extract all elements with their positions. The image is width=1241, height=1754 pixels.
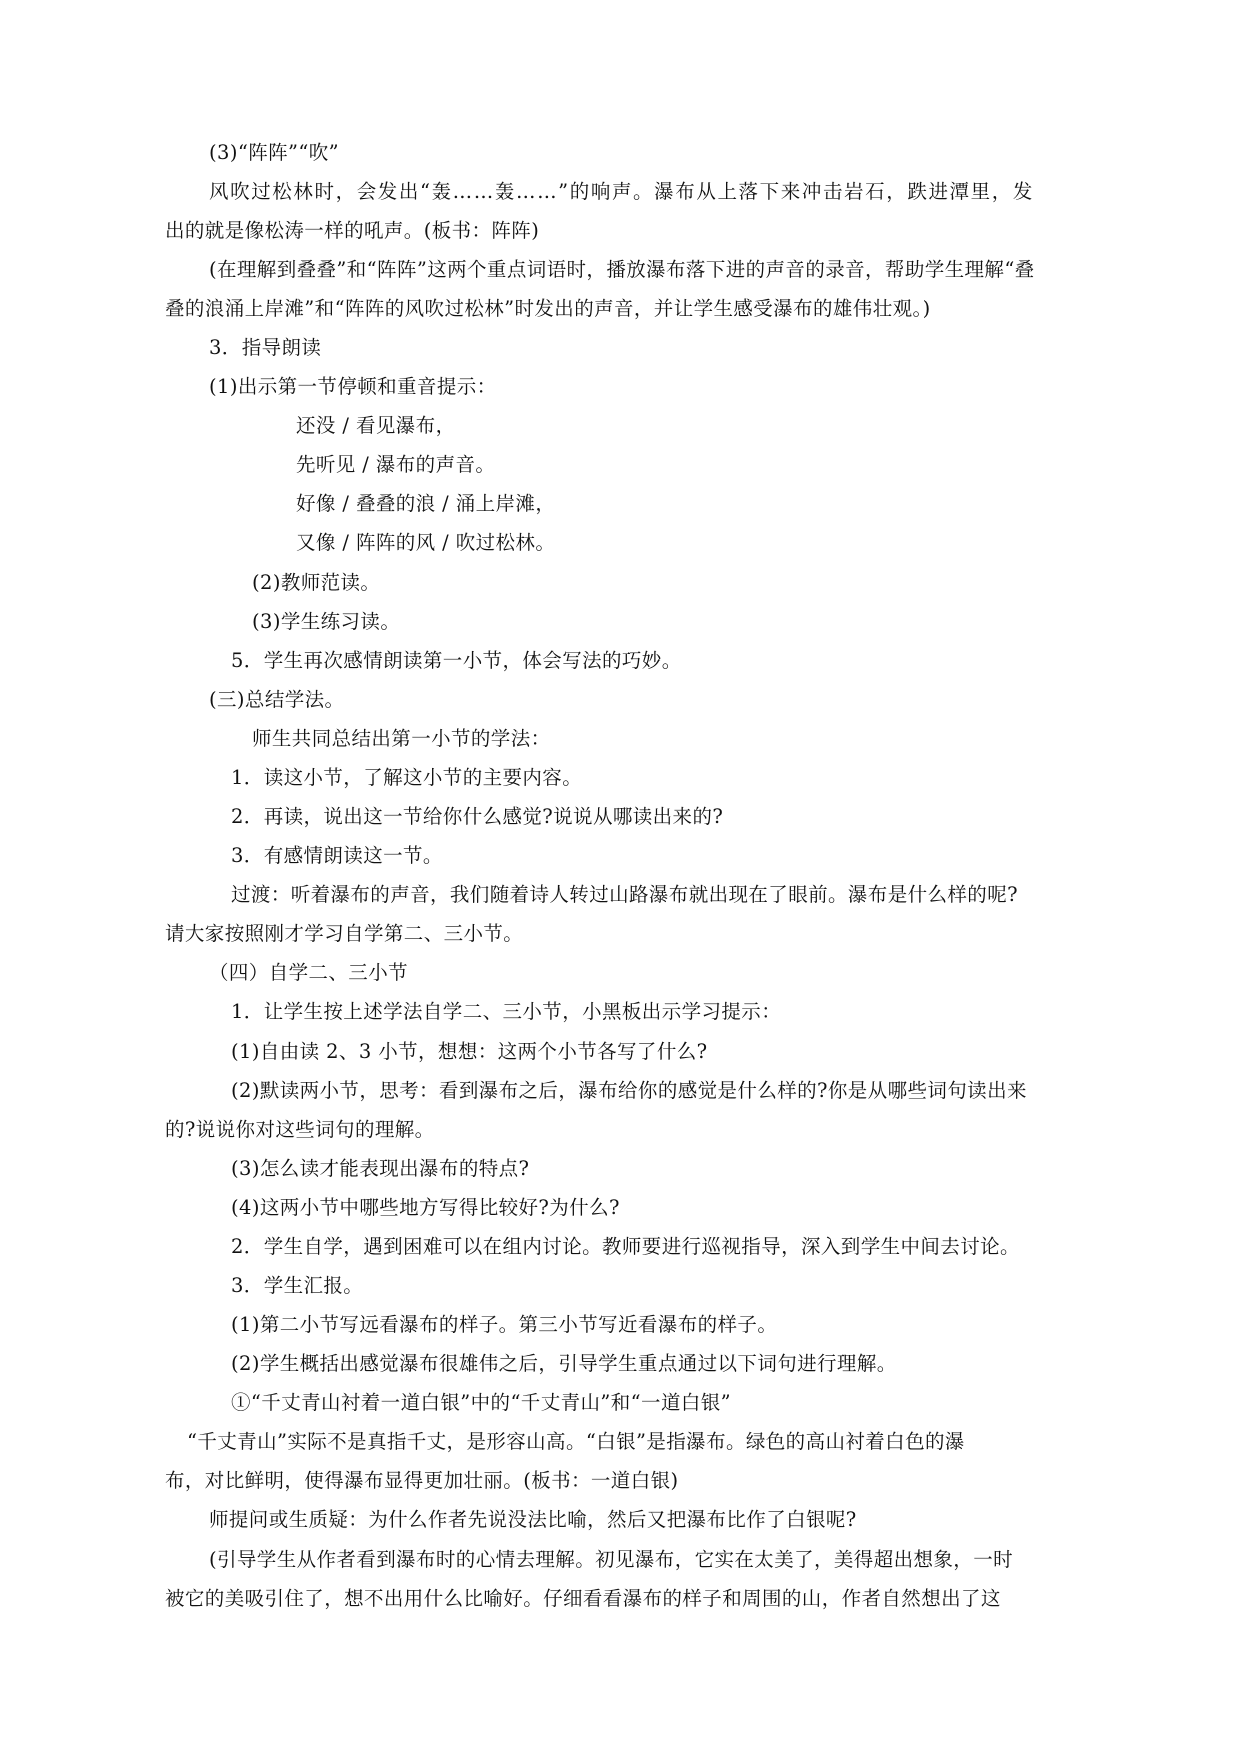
- text-line: 好像 / 叠叠的浪 / 涌上岸滩，: [296, 492, 556, 515]
- text-line: 1．读这小节，了解这小节的主要内容。: [231, 766, 583, 789]
- text-line: (2)默读两小节，思考：看到瀑布之后，瀑布给你的感觉是什么样的?你是从哪些词句读出来: [231, 1079, 1027, 1102]
- text-line: 3．有感情朗读这一节。: [231, 844, 443, 867]
- text-line: (3)学生练习读。: [252, 610, 401, 633]
- text-line: 3．学生汇报。: [231, 1274, 364, 1297]
- text-line: (1)第二小节写远看瀑布的样子。第三小节写近看瀑布的样子。: [231, 1313, 778, 1336]
- text-line: 叠的浪涌上岸滩”和“阵阵的风吹过松林”时发出的声音，并让学生感受瀑布的雄伟壮观。): [165, 297, 931, 320]
- text-line: 出的就是像松涛一样的吼声。(板书：阵阵): [165, 219, 540, 242]
- text-line: (三)总结学法。: [209, 688, 345, 711]
- text-line: 1．让学生按上述学法自学二、三小节，小黑板出示学习提示：: [231, 1000, 782, 1023]
- text-line: 先听见 / 瀑布的声音。: [296, 453, 496, 476]
- text-line: 请大家按照刚才学习自学第二、三小节。: [165, 922, 524, 945]
- text-line: (在理解到叠叠”和“阵阵”这两个重点词语时，播放瀑布落下进的声音的录音，帮助学生理解“叠: [209, 258, 1035, 281]
- text-line: 被它的美吸引住了，想不出用什么比喻好。仔细看看瀑布的样子和周围的山，作者自然想出了这: [165, 1587, 1001, 1610]
- text-line: ①“千丈青山衬着一道白银”中的“千丈青山”和“一道白银”: [231, 1391, 732, 1414]
- text-line: 师生共同总结出第一小节的学法：: [252, 727, 551, 750]
- text-line: (2)学生概括出感觉瀑布很雄伟之后，引导学生重点通过以下词句进行理解。: [231, 1352, 897, 1375]
- text-line: 的?说说你对这些词句的理解。: [165, 1118, 435, 1141]
- text-line: (2)教师范读。: [252, 571, 381, 594]
- text-line: 还没 / 看见瀑布，: [296, 414, 456, 437]
- text-line: (3)“阵阵”“吹”: [209, 141, 339, 164]
- text-line: 5．学生再次感情朗读第一小节，体会写法的巧妙。: [231, 649, 682, 672]
- text-line: (3)怎么读才能表现出瀑布的特点?: [231, 1157, 530, 1180]
- text-line: 布，对比鲜明，使得瀑布显得更加壮丽。(板书：一道白银): [165, 1469, 679, 1492]
- text-line: (4)这两小节中哪些地方写得比较好?为什么?: [231, 1196, 620, 1219]
- text-line: (1)自由读 2、3 小节，想想：这两个小节各写了什么?: [231, 1040, 708, 1063]
- text-line: 师提问或生质疑：为什么作者先说没法比喻，然后又把瀑布比作了白银呢?: [209, 1508, 857, 1531]
- text-line: 2．学生自学，遇到困难可以在组内讨论。教师要进行巡视指导，深入到学生中间去讨论。: [231, 1235, 1020, 1258]
- text-line: 过渡：听着瀑布的声音，我们随着诗人转过山路瀑布就出现在了眼前。瀑布是什么样的呢?: [231, 883, 1018, 906]
- text-line: (1)出示第一节停顿和重音提示：: [209, 375, 497, 398]
- text-line: （四）自学二、三小节: [209, 961, 409, 984]
- text-line: 2．再读，说出这一节给你什么感觉?说说从哪读出来的?: [231, 805, 724, 828]
- text-line: 又像 / 阵阵的风 / 吹过松林。: [296, 531, 556, 554]
- text-line: “千丈青山”实际不是真指千丈，是形容山高。“白银”是指瀑布。绿色的高山衬着白色的瀑: [187, 1430, 965, 1453]
- text-line: 风吹过松林时，会发出“轰……轰……”的响声。瀑布从上落下来冲击岩石，跌进潭里，发: [209, 180, 1034, 203]
- text-line: (引导学生从作者看到瀑布时的心情去理解。初见瀑布，它实在太美了，美得超出想象，一时: [209, 1548, 1014, 1571]
- text-line: 3．指导朗读: [209, 336, 322, 359]
